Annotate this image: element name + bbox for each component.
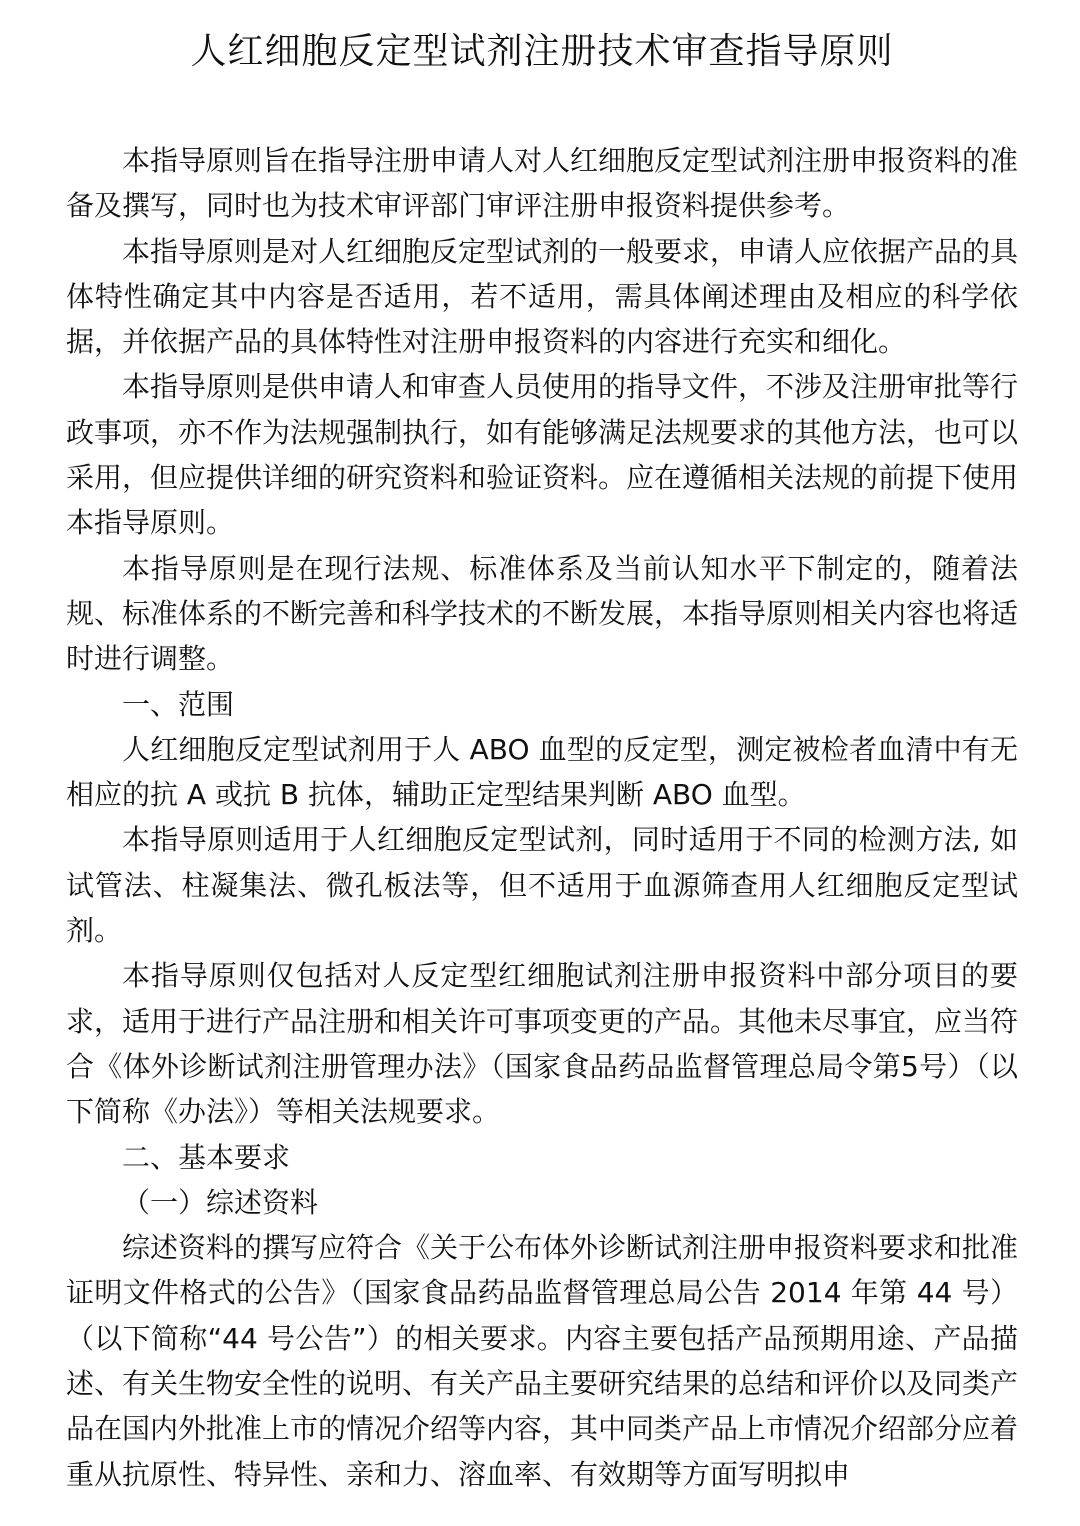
paragraph-general-requirements: 本指导原则是对人红细胞反定型试剂的一般要求，申请人应依据产品的具体特性确定其中内容是否适用，若不适用，需具体阐述理由及相应的科学依据，并依据产品的具体特性对注册申报资料的内容进行充实和细化。 — [66, 234, 1019, 359]
paragraph-guidance-nature: 本指导原则是供申请人和审查人员使用的指导文件，不涉及注册审批等行政事项，亦不作为法规强制执行，如有能够满足法规要求的其他方法，也可以采用，但应提供详细的研究资料和验证资料。应在遵循相关法规的前提下使用本指导原则。 — [66, 370, 1019, 540]
section-heading-basic-requirements: 二、基本要求 — [122, 1140, 291, 1174]
section-heading-scope: 一、范围 — [122, 687, 235, 721]
paragraph-adjustment: 本指导原则是在现行法规、标准体系及当前认知水平下制定的，随着法规、标准体系的不断完善和科学技术的不断发展，本指导原则相关内容也将适时进行调整。 — [66, 551, 1019, 676]
paragraph-intended-use: 人红细胞反定型试剂用于人 ABO 血型的反定型，测定被检者血清中有无相应的抗 A 或抗 B 抗体，辅助正定型结果判断 ABO 血型。 — [66, 732, 1018, 812]
paragraph-applicability: 本指导原则适用于人红细胞反定型试剂，同时适用于不同的检测方法, 如试管法、柱凝集法、微孔板法等，但不适用于血源筛查用人红细胞反定型试剂。 — [66, 823, 1018, 948]
paragraph-overview-requirements: 综述资料的撰写应符合《关于公布体外诊断试剂注册申报资料要求和批准证明文件格式的公告》（国家食品药品监督管理总局公告 2014 年第 44 号）（以下简称“44 号公告”）的相关要求。内容主要包括产品预期用途、产品描述、有关生物安全性的说明、有关产品主要研究结果的总结和评价以及同类产品在国内外批准上市的情况介绍等内容，其中同类产品上市情况介绍部分应着重从抗原性、特异性、亲和力、溶血率、有效期等方面写明拟申 — [66, 1231, 1019, 1491]
paragraph-purpose: 本指导原则旨在指导注册申请人对人红细胞反定型试剂注册申报资料的准备及撰写，同时也为技术审评部门审评注册申报资料提供参考。 — [66, 144, 1019, 223]
paragraph-coverage: 本指导原则仅包括对人反定型红细胞试剂注册申报资料中部分项目的要求，适用于进行产品注册和相关许可事项变更的产品。其他未尽事宜，应当符合《体外诊断试剂注册管理办法》（国家食品药品监督管理总局令第5号）（以下简称《办法》）等相关法规要求。 — [66, 959, 1019, 1129]
document-title: 人红细胞反定型试剂注册技术审查指导原则 — [190, 31, 894, 72]
subsection-heading-overview: （一）综述资料 — [122, 1185, 319, 1219]
